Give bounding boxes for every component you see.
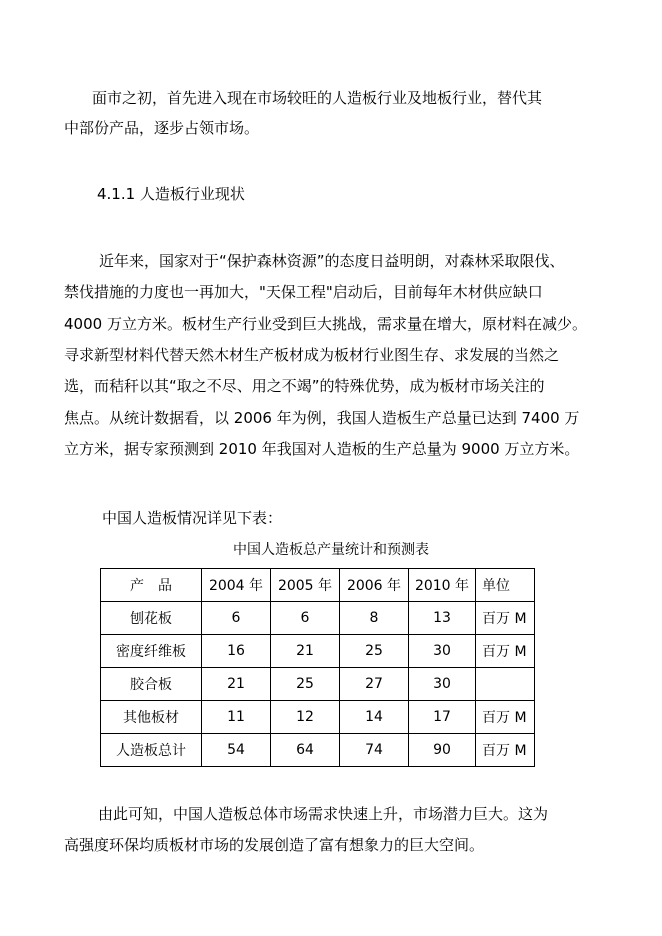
table-row [101,734,535,767]
main-paragraph-line-3: 4000 万立方米。板材生产行业受到巨大挑战，需求量在增大，原材料在减少。 [64,315,587,333]
header-cell-unit: 单位 [476,569,535,602]
table-cell: 54 [202,734,271,767]
table-cell: 13 [409,602,476,635]
table-cell: 12 [271,701,340,734]
header-cell-2004: 2004 年 [202,569,271,602]
section-heading: 4.1.1 人造板行业现状 [97,185,245,203]
table-row [101,668,535,701]
table-cell-unit [476,668,535,701]
table-row [101,701,535,734]
table-cell: 90 [409,734,476,767]
main-paragraph-line-6: 焦点。从统计数据看，以 2006 年为例，我国人造板生产总量已达到 7400 万 [64,409,580,427]
conclusion-paragraph-line-1: 由此可知，中国人造板总体市场需求快速上升，市场潜力巨大。这为 [98,805,549,823]
table-cell: 6 [271,602,340,635]
table-row [101,602,535,635]
table-cell: 6 [202,602,271,635]
table-row [101,635,535,668]
intro-paragraph-line-2: 中部份产品，逐步占领市场。 [64,119,260,137]
table-cell: 17 [409,701,476,734]
table-cell-product: 其他板材 [101,701,202,734]
table-cell: 11 [202,701,271,734]
main-paragraph-line-1: 近年来，国家对于“保护森林资源”的态度日益明朗，对森林采取限伐、 [99,252,565,270]
table-cell-product: 人造板总计 [101,734,202,767]
table-cell: 16 [202,635,271,668]
table-intro-text: 中国人造板情况详见下表： [102,509,283,527]
production-statistics-table [100,568,535,767]
table-cell-unit: 百万 M [476,602,535,635]
table-cell-product: 刨花板 [101,602,202,635]
table-cell-unit: 百万 M [476,701,535,734]
table-cell: 30 [409,635,476,668]
table-cell: 30 [409,668,476,701]
table-cell-product: 胶合板 [101,668,202,701]
header-cell-2010: 2010 年 [409,569,476,602]
intro-paragraph-line-1: 面市之初，首先进入现在市场较旺的人造板行业及地板行业，替代其 [92,89,543,107]
header-cell-2005: 2005 年 [271,569,340,602]
table-cell: 25 [340,635,409,668]
table-cell: 8 [340,602,409,635]
table-cell: 25 [271,668,340,701]
conclusion-paragraph-line-2: 高强度环保均质板材市场的发展创造了富有想象力的巨大空间。 [64,836,485,854]
table-cell: 27 [340,668,409,701]
table-cell: 14 [340,701,409,734]
table-cell: 21 [202,668,271,701]
table-cell: 21 [271,635,340,668]
header-cell-product: 产 品 [101,569,202,602]
main-paragraph-line-4: 寻求新型材料代替天然木材生产板材成为板材行业图生存、求发展的当然之 [64,346,560,364]
table-cell: 74 [340,734,409,767]
table-cell-product: 密度纤维板 [101,635,202,668]
table-caption: 中国人造板总产量统计和预测表 [233,542,429,558]
table-cell-unit: 百万 M [476,734,535,767]
table-cell: 64 [271,734,340,767]
header-cell-2006: 2006 年 [340,569,409,602]
table-cell-unit: 百万 M [476,635,535,668]
main-paragraph-line-5: 选，而秸秆以其“取之不尽、用之不竭”的特殊优势，成为板材市场关注的 [64,377,545,395]
table-header-row [101,569,535,602]
main-paragraph-line-2: 禁伐措施的力度也一再加大，"天保工程"启动后，目前每年木材供应缺口 [64,283,543,301]
main-paragraph-line-7: 立方米，据专家预测到 2010 年我国对人造板的生产总量为 9000 万立方米。 [64,440,580,458]
